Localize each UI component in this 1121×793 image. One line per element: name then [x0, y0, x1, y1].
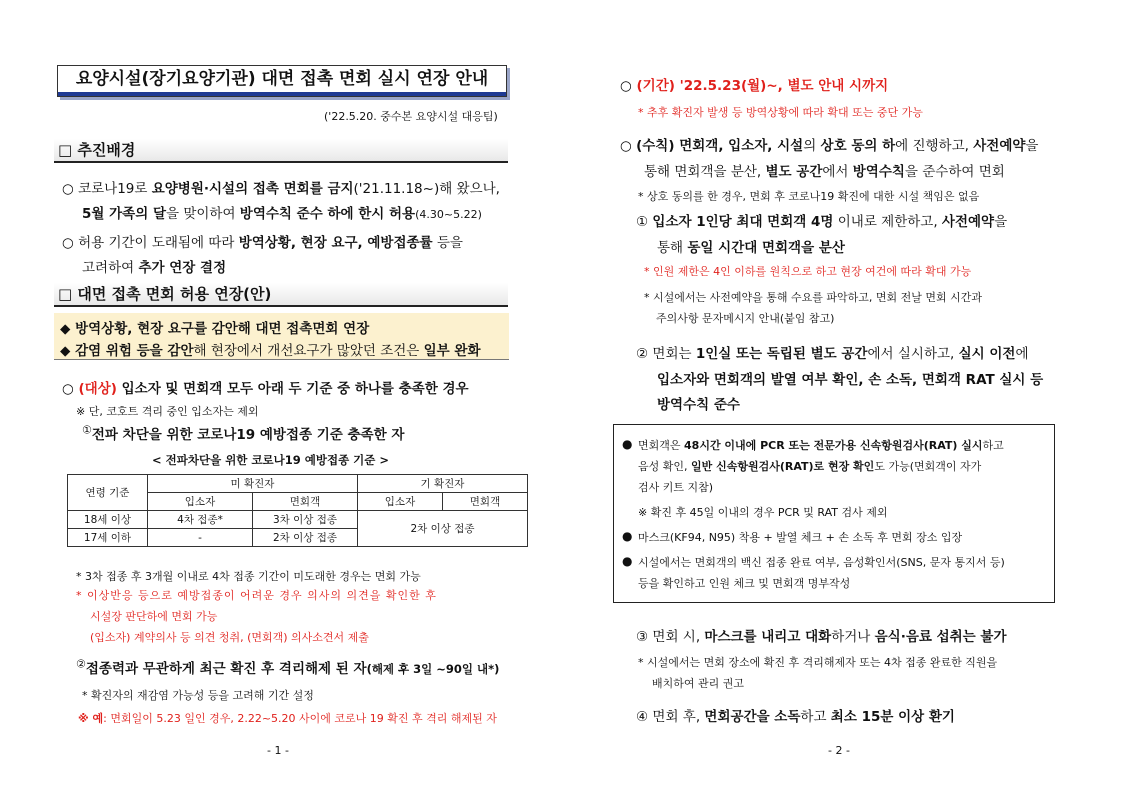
criterion-2-note: * 확진자의 재감염 가능성 등을 고려해 기간 설정 [82, 689, 314, 702]
note-1: * 3차 접종 후 3개월 이내로 4차 접종 기간이 미도래한 경우는 면회 가능 [76, 570, 421, 583]
header-visitor-confirmed: 면회객 [443, 493, 528, 511]
box-bullet-3-line-1: 시설에서는 면회객의 백신 접종 완료 여부, 음성확인서(SNS, 문자 통지서 등) [638, 556, 1005, 569]
box-note: ※ 확진 후 45일 이내의 경우 PCR 및 RAT 검사 제외 [638, 506, 888, 519]
item-2: ② 면회는 1인실 또는 독립된 별도 공간에서 실시하고, 실시 이전에 [636, 346, 1029, 362]
row2-age: 17세 이하 [68, 529, 148, 547]
background-item-1: ○ 코로나19로 요양병원·시설의 접촉 면회를 금지('21.11.18~)해 왔으나, [62, 181, 500, 197]
rule-line-2: 통해 면회객을 분산, 별도 공간에서 방역수칙을 준수하여 면회 [644, 164, 1005, 180]
item-1-note-2-line-2: 주의사항 문자메시지 안내(붙임 참고) [656, 312, 835, 325]
box-bullet-1-line-2: 음성 확인, 일반 신속항원검사(RAT)로 현장 확인도 가능(면회객이 자가 [638, 460, 982, 473]
box-bullet-1-line-3: 검사 키트 지참) [638, 481, 714, 494]
page-2 [560, 0, 1121, 793]
row1-visitor: 3차 이상 접종 [253, 511, 358, 529]
page-title: 요양시설(장기요양기관) 대면 접촉 면회 실시 연장 안내 [58, 66, 506, 96]
target-note: ※ 단, 코호트 격리 중인 입소자는 제외 [76, 405, 259, 418]
background-item-2-line-2: 고려하여 추가 연장 결정 [82, 260, 227, 276]
header-resident-confirmed: 입소자 [358, 493, 443, 511]
row1-age: 18세 이상 [68, 511, 148, 529]
target-heading: ○ (대상) 입소자 및 면회객 모두 아래 두 기준 중 하나를 충족한 경우 [62, 381, 469, 397]
rule-heading: ○ (수칙) 면회객, 입소자, 시설의 상호 동의 하에 진행하고, 사전예약을 [620, 138, 1039, 154]
header-age: 연령 기준 [68, 475, 148, 511]
period-heading: ○ (기간) '22.5.23(월)~, 별도 안내 시까지 [620, 78, 889, 94]
item-1-note-1: * 인원 제한은 4인 이하를 원칙으로 하고 현장 여건에 따라 확대 가능 [644, 265, 972, 278]
requirements-box: ● 면회객은 48시간 이내에 PCR 또는 전문가용 신속항원검사(RAT) 실시하고 음성 확인, 일반 신속항원검사(RAT)로 현장 확인도 가능(면회객이 자가 검사 키트 지참) ※ 확진 후 45일 이내의 경우 PCR 및 RAT 검사 제외 ● 마스크(KF94, N95) 착용 + 발열 체크 + 손 소독 후 면회 장소 입장 ● 시설에서는 면회객의 백신 접종 완료 여부, 음성확인서(SNS, 문자 통지서 등) 등을 확인하고 인원 체크 및 면회객 명부작성 [613, 424, 1055, 603]
vaccination-table [67, 474, 528, 547]
date-line: ('22.5.20. 중수본 요양시설 대응팀) [324, 110, 498, 123]
item-4: ④ 면회 후, 면회공간을 소독하고 최소 15분 이상 환기 [636, 709, 955, 725]
table-title: < 전파차단을 위한 코로나19 예방접종 기준 > [152, 453, 390, 467]
background-item-2: ○ 허용 기간이 도래됨에 따라 방역상황, 현장 요구, 예방접종률 등을 [62, 235, 463, 251]
note-2-line-3: (입소자) 계약의사 등 의견 청취, (면회객) 의사소견서 제출 [90, 631, 369, 644]
criterion-2-example: ※ 예: 면회일이 5.23 일인 경우, 2.22~5.20 사이에 코로나 19 확진 후 격리 해제된 자 [78, 712, 497, 725]
item-3-note-line-1: * 시설에서는 면회 장소에 확진 후 격리해제자 또는 4차 접종 완료한 직원을 [638, 656, 998, 669]
item-1-line-2: 통해 동일 시간대 면회객을 분산 [657, 240, 845, 256]
background-item-1-line-2: 5월 가족의 달을 맞이하여 방역수칙 준수 하에 한시 허용(4.30~5.22) [82, 206, 482, 222]
highlight-box [54, 313, 509, 360]
row1-resident: 4차 접종* [148, 511, 253, 529]
row2-resident: - [148, 529, 253, 547]
item-3: ③ 면회 시, 마스크를 내리고 대화하거나 음식·음료 섭취는 불가 [636, 629, 1007, 645]
note-2-line-2: 시설장 판단하에 면회 가능 [90, 610, 218, 623]
item-1-note-2-line-1: * 시설에서는 사전예약을 통해 수요를 파악하고, 면회 전날 면회 시간과 [644, 291, 982, 304]
page-number: - 1 - [267, 744, 289, 757]
section-heading-extension: □ 대면 접촉 면회 허용 연장(안) [54, 283, 508, 307]
header-unconfirmed: 미 확진자 [148, 475, 358, 493]
confirmed-all: 2차 이상 접종 [358, 511, 528, 547]
item-2-line-2: 입소자와 면회객의 발열 여부 확인, 손 소독, 면회객 RAT 실시 등 [657, 372, 1044, 388]
highlight-line-2: ◆ 감염 위험 등을 감안해 현장에서 개선요구가 많았던 조건은 일부 완화 [60, 343, 481, 359]
row2-visitor: 2차 이상 접종 [253, 529, 358, 547]
header-confirmed: 기 확진자 [358, 475, 528, 493]
box-bullet-1: 면회객은 48시간 이내에 PCR 또는 전문가용 신속항원검사(RAT) 실시하고 [638, 439, 1004, 452]
period-note: * 추후 확진자 발생 등 방역상황에 따라 확대 또는 중단 가능 [638, 106, 923, 119]
header-visitor: 면회객 [253, 493, 358, 511]
item-1: ① 입소자 1인당 최대 면회객 4명 이내로 제한하고, 사전예약을 [636, 214, 1008, 230]
item-3-note-line-2: 배치하여 관리 권고 [652, 677, 745, 690]
note-2-line-1: * 이상반응 등으로 예방접종이 어려운 경우 의사의 의견을 확인한 후 [76, 589, 437, 602]
section-heading-background: □ 추진배경 [54, 139, 508, 163]
page-1 [0, 0, 560, 793]
item-2-line-3: 방역수칙 준수 [657, 397, 740, 413]
rule-note: * 상호 동의를 한 경우, 면회 후 코로나19 확진에 대한 시설 책임은 없음 [638, 190, 980, 203]
title-box [57, 65, 507, 97]
box-bullet-3-line-2: 등을 확인하고 인원 체크 및 면회객 명부작성 [638, 577, 851, 590]
box-bullet-2: 마스크(KF94, N95) 착용 + 발열 체크 + 손 소독 후 면회 장소 입장 [638, 531, 963, 544]
header-resident: 입소자 [148, 493, 253, 511]
page-number-2: - 2 - [828, 744, 850, 757]
criterion-1: ①전파 차단을 위한 코로나19 예방접종 기준 충족한 자 [82, 423, 405, 443]
highlight-line-1: ◆ 방역상황, 현장 요구를 감안해 대면 접촉면회 연장 [60, 321, 370, 337]
criterion-2: ②접종력과 무관하게 최근 확진 후 격리해제 된 자(해제 후 3일 ~90일 내*) [76, 657, 500, 677]
